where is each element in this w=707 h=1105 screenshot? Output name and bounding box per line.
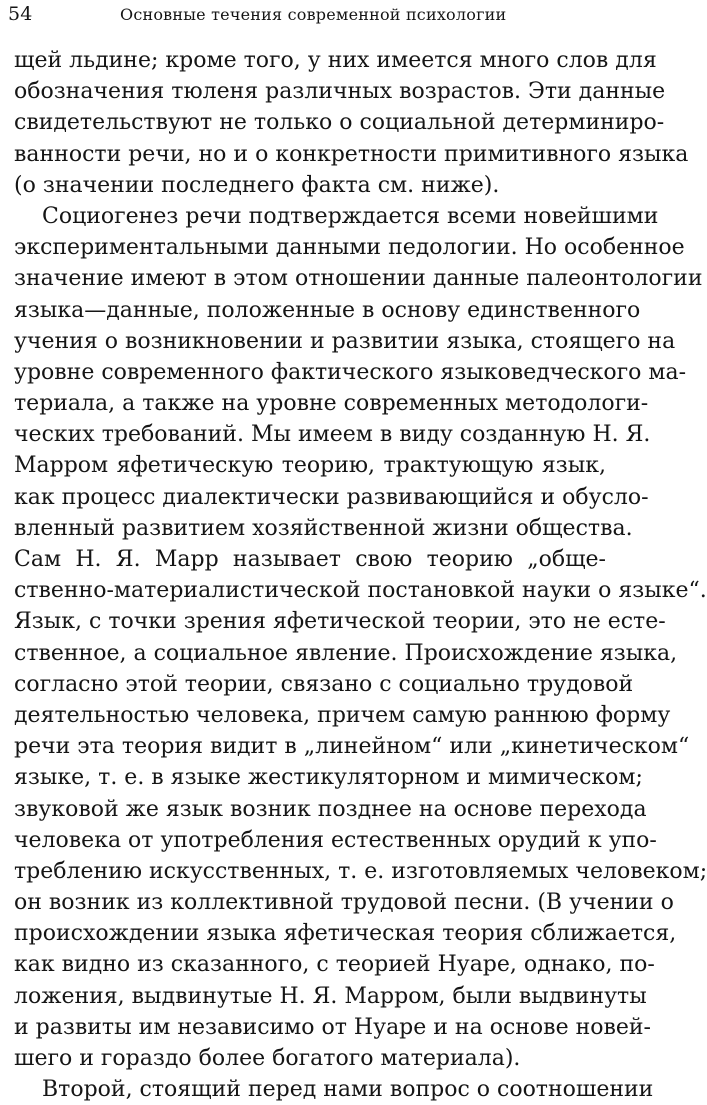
text-line: ственное, а социальное явление. Происхождение языка, [14, 640, 678, 666]
text-line: ческих требований. Мы имеем в виду созданную Н. Я. [14, 422, 651, 448]
text-line: свидетельствуют не только о социальной детерминиро- [14, 110, 665, 136]
text-line: уровне современного фактического языковедческого ма- [14, 359, 687, 385]
text-line: териала, а также на уровне современных методологи- [14, 391, 649, 417]
text-line: ственно-материалистической постановкой науки о языке“. [14, 578, 707, 604]
body-text [14, 45, 707, 1105]
text-line: Язык, с точки зрения яфетической теории, это не есте- [14, 609, 666, 635]
text-line: треблению искусственных, т. е. изготовляемых человеком; [14, 858, 707, 884]
text-line: происхождении языка яфетическая теория сближается, [14, 921, 677, 947]
text-line: он возник из коллективной трудовой песни. (В учении о [14, 890, 674, 916]
text-line: учения о возникновении и развитии языка, стоящего на [14, 328, 676, 354]
paragraph-start-line: Второй, стоящий перед нами вопрос о соотношении [42, 1077, 654, 1103]
text-line: языка—данные, положенные в основу единственного [14, 297, 641, 323]
text-line: Марром яфетическую теорию, трактующую язык, [14, 453, 606, 479]
text-line: деятельностью человека, причем самую раннюю форму [14, 702, 671, 728]
text-line: ванности речи, но и о конкретности примитивного языка [14, 141, 689, 167]
text-line: Сам Н. Я. Марр называет свою теорию „обще- [14, 547, 606, 572]
paragraph-start-line: Социогенез речи подтверждается всеми новейшими [42, 203, 659, 229]
running-title: Основные течения современной психологии [120, 5, 507, 24]
text-line: ложения, выдвинутые Н. Я. Марром, были выдвинуты [14, 983, 647, 1009]
text-line: и развиты им независимо от Нуаре и на основе новей- [14, 1014, 651, 1040]
text-line: обозначения тюленя различных возрастов. Эти данные [14, 79, 666, 105]
text-line: щей льдине; кроме того, у них имеется много слов для [14, 48, 657, 73]
text-line: экспериментальными данными педологии. Но особенное [14, 235, 685, 261]
text-line: вленный развитием хозяйственной жизни общества. [14, 515, 633, 541]
text-line: как видно из сказанного, с теорией Нуаре, однако, по- [14, 952, 655, 978]
page-header [8, 3, 608, 29]
text-line: как процесс диалектически развивающийся и обусло- [14, 484, 649, 510]
text-line: языке, т. е. в языке жестикуляторном и мимическом; [14, 765, 643, 791]
text-line: шего и гораздо более богатого материала). [14, 1046, 521, 1071]
text-line: звуковой же язык возник позднее на основе перехода [14, 796, 647, 822]
text-line: согласно этой теории, связано с социально трудовой [14, 671, 634, 697]
text-line: человека от употребления естественных орудий к упо- [14, 827, 657, 853]
page-number: 54 [8, 3, 33, 25]
text-line: значение имеют в этом отношении данные палеонтологии [14, 266, 703, 292]
text-line: речи эта теория видит в „линейном“ или „кинетическом“ [14, 734, 690, 760]
text-line: (о значении последнего факта см. ниже). [14, 172, 500, 198]
